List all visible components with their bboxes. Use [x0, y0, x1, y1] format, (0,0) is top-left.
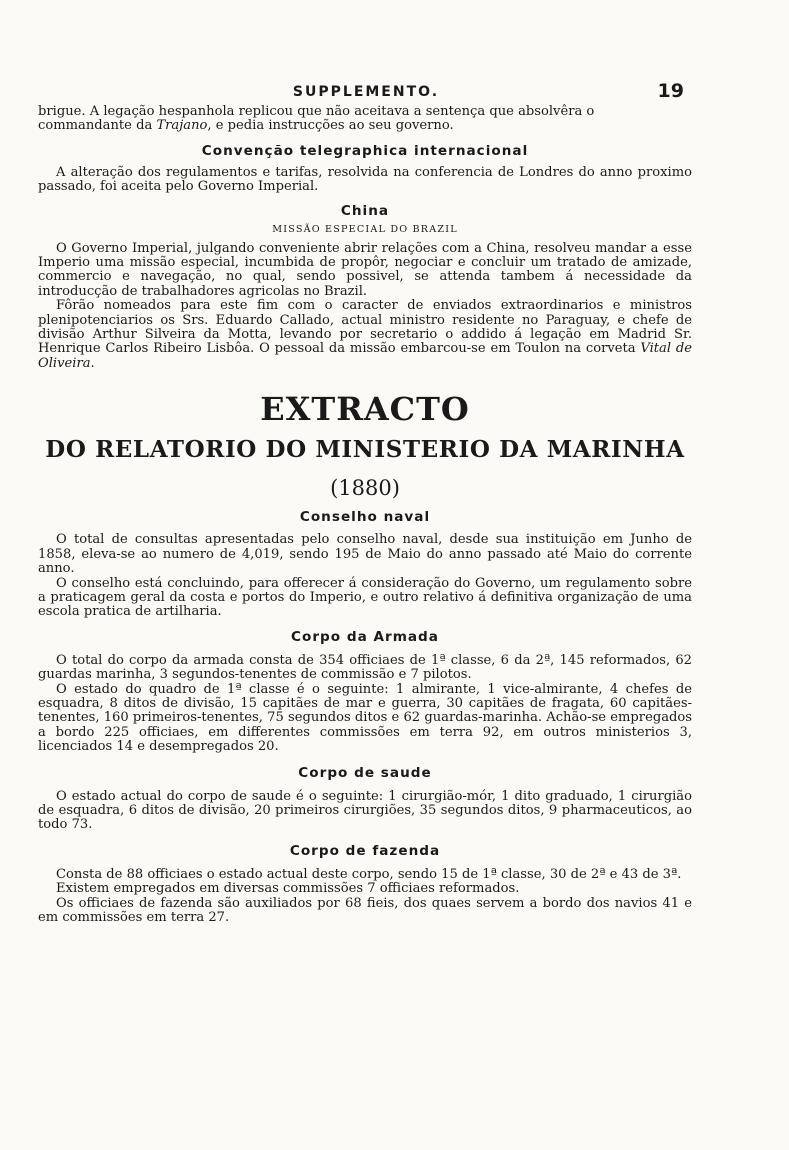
navy-corps-paragraph-1: O total do corpo da armada consta de 354 officiaes de 1ª classe, 6 da 2ª, 145 reformados, 62 guardas marinha, 3 segundos-tenentes de commissão e 7 pilotos. [38, 652, 692, 683]
heading-navy-corps: Corpo da Armada [291, 628, 439, 645]
extract-subtitle: DO RELATORIO DO MINISTERIO DA MARINHA [45, 436, 685, 464]
china-paragraph-2 [38, 299, 692, 371]
intro-paragraph [38, 105, 692, 134]
naval-council-paragraph-1: O total de consultas apresentadas pelo conselho naval, desde sua instituição em Junho de 1858, eleva-se ao numero de 4,019, sendo 195 de Maio do anno passado até Maio do corrente anno. [38, 532, 692, 577]
heading-naval-council: Conselho naval [299, 509, 431, 526]
navy-corps-paragraph-2: O estado do quadro de 1ª classe é o seguinte: 1 almirante, 1 vice-almirante, 4 chefes de esquadra, 8 ditos de divisão, 15 capitães de mar e guerra, 30 capitães de fragata, 60 capitães-tenentes, 160 primeiros-tenentes, 75 segundos ditos e 62 guardas-marinha. Achão-se empregados a bordo 225 officiaes, em differentes commissões em terra 92, em outros ministerios 3, licenciados 14 e desempregados 20. [38, 681, 692, 755]
china-paragraph-1: O Governo Imperial, julgando conveniente abrir relações com a China, resolveu mandar a esse Imperio uma missão especial, incumbida de propôr, negociar e concluir um tratado de amizade, commercio e navegação, no qual, sendo possivel, se attenda tambem á necessidade da introducção de trabalhadores agricolas no Brazil. [38, 240, 692, 299]
health-corps-paragraph: O estado actual do corpo de saude é o seguinte: 1 cirurgião-mór, 1 dito graduado, 1 cirurgião de esquadra, 6 ditos de divisão, 20 primeiros cirurgiões, 35 segundos ditos, 9 pharmaceuticos, ao todo 73. [38, 788, 692, 833]
subheading-mission: MISSÃO ESPECIAL DO BRAZIL [272, 223, 458, 235]
ship-name-trajano: Trajano [156, 118, 208, 134]
extract-year: (1880) [330, 476, 400, 501]
naval-council-paragraph-2: O conselho está concluindo, para offerecer á consideração do Governo, um regulamento sobre a praticagem geral da costa e portos do Imperio, e outro relativo á definitiva organização de uma escola pratica de artilharia. [38, 575, 692, 620]
intro-line2-pre: commandante da [38, 118, 157, 134]
heading-treasury-corps: Corpo de fazenda [289, 842, 441, 859]
treasury-corps-paragraph-1: Consta de 88 officiaes o estado actual deste corpo, sendo 15 de 1ª classe, 30 de 2ª e 43 de 3ª. [56, 866, 682, 882]
ship-name-vital: Vital de Oliveira [38, 341, 692, 371]
page-body [38, 105, 692, 925]
telegraph-paragraph: A alteração dos regulamentos e tarifas, resolvida na conferencia de Londres do anno proximo passado, foi aceita pelo Governo Imperial. [38, 164, 692, 195]
intro-line2-post: , e pedia instrucções ao seu governo. [207, 118, 454, 134]
china-p2-text: Fôrão nomeados para este fim com o caracter de enviados extraordinarios e ministros plenipotenciarios os Srs. Eduardo Callado, actual ministro residente no Paraguay, e chefe de divisão Arthur Silveira da Motta, levando por secretario o addido á legação em Madrid Sr. Henrique Carlos Ribeiro Lisbôa. O pessoal da missão embarcou-se em Toulon na corveta [38, 298, 692, 357]
heading-health-corps: Corpo de saude [298, 764, 432, 781]
running-title: SUPPLEMENTO. [292, 84, 440, 100]
page-number: 19 [657, 80, 684, 102]
page-header [38, 80, 694, 106]
heading-telegraph: Convenção telegraphica internacional [201, 142, 529, 159]
extract-title: EXTRACTO [260, 390, 470, 429]
treasury-corps-paragraph-2: Existem empregados em diversas commissões 7 officiaes reformados. [56, 881, 520, 897]
heading-china: China [340, 202, 390, 219]
china-p2-end: . [90, 355, 95, 371]
treasury-corps-paragraph-3: Os officiaes de fazenda são auxiliados por 68 fieis, dos quaes servem a bordo dos navios 41 e em commissões em terra 27. [38, 895, 692, 925]
intro-line1: brigue. A legação hespanhola replicou que não aceitava a sentença que absolvêra o [38, 104, 595, 119]
